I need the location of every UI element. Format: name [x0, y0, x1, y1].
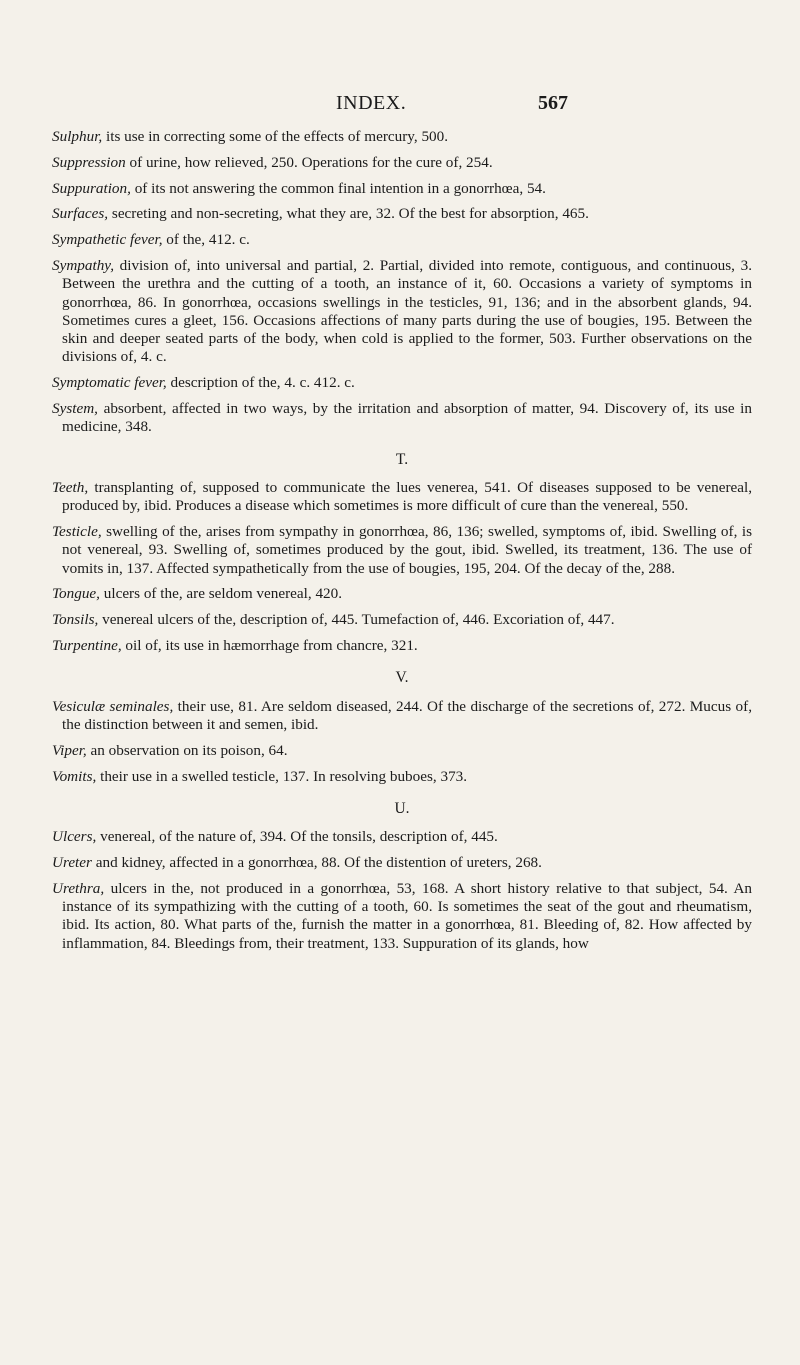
entry-text: of urine, how relieved, 250. Operations for the cure of, 254.: [125, 153, 493, 171]
entry-headword: Tonsils,: [52, 611, 99, 629]
page-header: [0, 92, 800, 118]
entry-text: oil of, its use in hæmorrhage from chancre, 321.: [121, 637, 418, 655]
index-entry: [52, 768, 752, 786]
index-entry: [52, 479, 752, 516]
index-entry: [52, 128, 752, 146]
index-content: [52, 128, 752, 960]
entry-text: description of the, 4. c. 412. c.: [166, 374, 355, 392]
entry-headword: Suppression: [52, 153, 126, 171]
entry-text: absorbent, affected in two ways, by the irritation and absorption of matter, 94. Discovery of, its use in medicine, 348.: [62, 400, 752, 436]
entry-text: ulcers of the, are seldom venereal, 420.: [99, 585, 343, 603]
index-entry: [52, 400, 752, 437]
index-entry: [52, 854, 752, 872]
index-entry: [52, 585, 752, 603]
index-entry: [52, 231, 752, 249]
entry-headword: Testicle,: [52, 523, 102, 541]
entry-headword: Viper,: [52, 741, 87, 759]
entry-headword: Vomits,: [52, 767, 97, 785]
entry-headword: Sympathetic fever,: [52, 231, 163, 249]
entry-text: of the, 412. c.: [162, 231, 250, 249]
entry-headword: System,: [52, 400, 98, 418]
entry-text: venereal, of the nature of, 394. Of the tonsils, description of, 445.: [96, 828, 498, 846]
index-entry: [52, 880, 752, 953]
entry-headword: Sympathy,: [52, 256, 115, 274]
section-letter: T.: [395, 450, 409, 468]
entry-headword: Turpentine,: [52, 637, 122, 655]
entry-text: their use, 81. Are seldom diseased, 244. Of the discharge of the secretions of, 272. Mucus of, the distinction between it and semen, ibid.: [62, 697, 753, 733]
section-letter: U.: [394, 799, 410, 817]
entry-text: their use in a swelled testicle, 137. In resolving buboes, 373.: [96, 767, 468, 785]
entry-headword: Tongue,: [52, 585, 100, 603]
entry-text: venereal ulcers of the, description of, 445. Tumefaction of, 446. Excoriation of, 447.: [98, 611, 615, 629]
entry-headword: Suppuration,: [52, 179, 131, 197]
entry-headword: Teeth,: [52, 478, 89, 496]
page-number: 567: [538, 92, 568, 114]
index-entry: [52, 154, 752, 172]
entry-text: ulcers in the, not produced in a gonorrhœa, 53, 168. A short history relative to that subject, 54. An instance of its sympathizing with the cutting of a tooth, 60. Is sometimes the seat of the gout and rheumatism, ibid. Its action, 80. What parts of the, furnish the matter in a gonorrhœa, 81. Bleeding of, 82. How affected by inflammation, 84. Bleedings from, their treatment, 133. Suppuration of its glands, how: [62, 879, 752, 952]
entry-text: transplanting of, supposed to communicate the lues venerea, 541. Of diseases supposed to be venereal, produced by, ibid. Produces a disease which sometimes is more difficult of cure than the venereal, 550.: [62, 478, 752, 515]
index-entry: [52, 374, 752, 392]
entry-headword: Ulcers,: [52, 828, 97, 846]
entry-headword: Symptomatic fever,: [52, 374, 167, 392]
index-entry: [52, 257, 752, 367]
index-entry: [52, 637, 752, 655]
entry-text: swelling of the, arises from sympathy in gonorrhœa, 86, 136; swelled, symptoms of, ibid. Swelling of, is not venereal, 93. Swelling of, sometimes produced by the gout, ibid. Swelled, its treatment, 136. The use of vomits in, 137. Affected sympathetically from the use of bougies, 195, 204. Of the decay of the, 288.: [62, 523, 752, 577]
entry-headword: Ureter: [52, 853, 92, 871]
index-entry: [52, 611, 752, 629]
entry-headword: Vesiculæ seminales,: [52, 697, 174, 715]
entry-text: of its not answering the common final intention in a gonorrhœa, 54.: [130, 179, 546, 197]
index-entry: [52, 742, 752, 760]
index-entry: [52, 698, 752, 735]
running-title: INDEX.: [336, 92, 407, 114]
index-entry: [52, 180, 752, 198]
index-entry: [52, 205, 752, 223]
entry-text: secreting and non-secreting, what they are, 32. Of the best for absorption, 465.: [108, 205, 589, 223]
entry-text: division of, into universal and partial, 2. Partial, divided into remote, contiguous, and continuous, 3. Between the urethra and the cutting of a tooth, an instance of it, 60. Occasions a variety of symptoms in gonorrhœa, 86. In gonorrhœa, occasions swellings in the testicles, 91, 136; and in the absorbent glands, 94. Sometimes cures a gleet, 156. Occasions affections of many parts during the use of bougies, 195. Between the skin and deeper seated parts of the body, when cold is applied to the former, 503. Further observations on the divisions of, 4. c.: [62, 256, 752, 366]
entry-headword: Urethra,: [52, 879, 105, 897]
entry-headword: Sulphur,: [52, 128, 103, 145]
section-letter: V.: [395, 669, 409, 687]
entry-text: its use in correcting some of the effects of mercury, 500.: [102, 128, 449, 145]
entry-text: an observation on its poison, 64.: [86, 741, 288, 759]
index-entry: [52, 523, 752, 578]
entry-headword: Surfaces,: [52, 205, 109, 223]
entry-text: and kidney, affected in a gonorrhœa, 88. Of the distention of ureters, 268.: [91, 853, 542, 871]
index-entry: [52, 828, 752, 846]
